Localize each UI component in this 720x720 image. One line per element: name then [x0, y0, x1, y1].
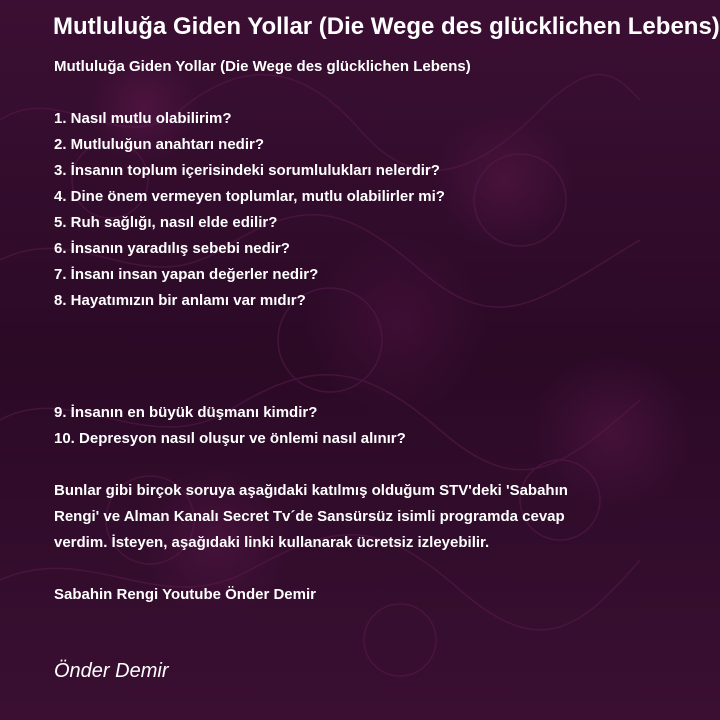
question-line: 10. Depresyon nasıl oluşur ve önlemi nasıl alınır?: [54, 430, 406, 447]
spacer: [54, 452, 614, 478]
question-line: 7. İnsanı insan yapan değerler nedir?: [54, 266, 319, 283]
poem-subtitle: Mutluluğa Giden Yollar (Die Wege des glücklichen Lebens): [54, 58, 471, 75]
video-reference: Sabahin Rengi Youtube Önder Demir: [54, 586, 316, 603]
author-name: Önder Demir: [54, 660, 169, 682]
question-line: 1. Nasıl mutlu olabilirim?: [54, 110, 232, 127]
spacer: [54, 314, 614, 400]
poem-body: [54, 54, 614, 608]
question-line: 5. Ruh sağlığı, nasıl elde edilir?: [54, 214, 278, 231]
question-line: 9. İnsanın en büyük düşmanı kimdir?: [54, 404, 318, 421]
spacer: [54, 80, 614, 106]
poem-paragraph: Bunlar gibi birçok soruya aşağıdaki katılmış olduğum STV'deki 'Sabahın Rengi' ve Alman Kanalı Secret Tv´de Sansürsüz isimli programda cevap verdim. İsteyen, aşağıdaki linki kullanarak ücretsiz izleyebilir.: [54, 482, 568, 551]
question-line: 4. Dine önem vermeyen toplumlar, mutlu olabilirler mi?: [54, 188, 445, 205]
question-line: 6. İnsanın yaradılış sebebi nedir?: [54, 240, 290, 257]
question-line: 2. Mutluluğun anahtarı nedir?: [54, 136, 264, 153]
question-line: 8. Hayatımızın bir anlamı var mıdır?: [54, 292, 306, 309]
spacer: [54, 556, 614, 582]
page-title: Mutluluğa Giden Yollar (Die Wege des glücklichen Lebens): [53, 13, 720, 40]
question-line: 3. İnsanın toplum içerisindeki sorumlulukları nelerdir?: [54, 162, 440, 179]
